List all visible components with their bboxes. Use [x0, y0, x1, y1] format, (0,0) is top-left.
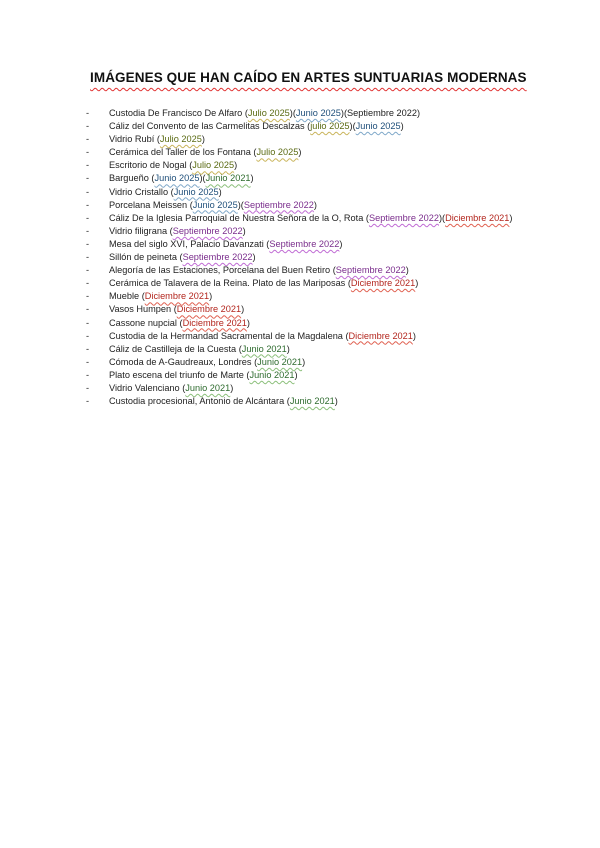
list-item: - Cáliz de Castilleja de la Cuesta (Junio 2021) [86, 343, 536, 356]
item-name: Vidrio Rubí [109, 134, 155, 145]
list-bullet: - [86, 238, 90, 249]
date-tag: Diciembre 2021 [445, 212, 510, 223]
list-item: - Escritorio de Nogal (Julio 2025) [86, 159, 536, 172]
item-name: Cerámica de Talavera de la Reina. Plato de las Mariposas [109, 278, 346, 289]
list-bullet: - [86, 186, 90, 197]
list-item: - Cassone nupcial (Diciembre 2021) [86, 317, 536, 330]
date-tag: Septiembre 2022 [347, 108, 417, 118]
item-name: Cerámica del Taller de los Fontana [109, 147, 251, 158]
item-name: Custodia de la Hermandad Sacramental de la Magdalena [109, 330, 343, 341]
item-name: Escritorio de Nogal [109, 160, 187, 171]
date-tag: Julio 2025 [247, 108, 290, 118]
date-tag: Diciembre 2021 [182, 317, 247, 328]
list-item: - Vasos Humpen (Diciembre 2021) [86, 303, 536, 316]
date-tag: Diciembre 2021 [350, 278, 416, 289]
list-item: - Mesa del siglo XVI, Palacio Davanzati (Septiembre 2022) [86, 238, 536, 251]
item-name: Custodia procesional, Antonio de Alcántara [109, 396, 285, 407]
date-tag: Diciembre 2021 [348, 330, 413, 341]
item-name: Mueble [109, 291, 140, 302]
list-bullet: - [86, 173, 90, 184]
list-bullet: - [86, 291, 90, 302]
list-item: - Vidrio Valenciano (Junio 2021) [86, 382, 536, 395]
date-tag: julio 2025 [310, 121, 350, 132]
list-item: - Custodia procesional, Antonio de Alcántara (Junio 2021) [86, 395, 536, 408]
list-bullet: - [86, 317, 90, 328]
list-item: - Vidrio Cristallo (Junio 2025) [86, 186, 536, 199]
date-tag: Julio 2025 [192, 160, 235, 171]
list-item: - Alegoría de las Estaciones, Porcelana del Buen Retiro (Septiembre 2022) [86, 264, 536, 277]
list-bullet: - [86, 147, 90, 158]
item-name: Cómoda de A-Gaudreaux, Londres [109, 356, 252, 367]
list-bullet: - [86, 382, 90, 393]
list-item: - Plato escena del triunfo de Marte (Junio 2021) [86, 369, 536, 382]
list-bullet: - [86, 212, 90, 223]
item-name: Porcelana Meissen [109, 199, 188, 210]
item-name: Cáliz de Castilleja de la Cuesta [109, 343, 237, 354]
list-item: - Cáliz De la Iglesia Parroquial de Nuestra Señora de la O, Rota (Septiembre 2022)(Diciembre 2021) [86, 212, 536, 225]
list-item: - Cáliz del Convento de las Carmelitas Descalzas (julio 2025)(Junio 2025) [86, 120, 536, 133]
page-title-text: IMÁGENES QUE HAN CAÍDO EN ARTES SUNTUARIAS MODERNAS [90, 70, 527, 85]
list-item: - Custodia de la Hermandad Sacramental de la Magdalena (Diciembre 2021) [86, 330, 536, 343]
date-tag: Septiembre 2022 [269, 238, 340, 249]
list-bullet: - [86, 278, 90, 289]
date-tag: Junio 2021 [257, 356, 303, 367]
list-item: - Vidrio Rubí (Julio 2025) [86, 133, 536, 146]
date-tag: Septiembre 2022 [172, 225, 243, 236]
page-title [90, 70, 530, 85]
list-bullet: - [86, 396, 90, 407]
list-item: - Custodia De Francisco De Alfaro (Julio 2025)(Junio 2025)(Septiembre 2022) [86, 107, 536, 120]
list-item: - Vidrio filigrana (Septiembre 2022) [86, 225, 536, 238]
list-bullet: - [86, 134, 90, 145]
item-name: Custodia De Francisco De Alfaro [109, 108, 243, 118]
date-tag: Junio 2025 [192, 199, 238, 210]
list-bullet: - [86, 252, 90, 263]
date-tag: Julio 2025 [159, 134, 202, 145]
list-item: - Mueble (Diciembre 2021) [86, 290, 536, 303]
date-tag: Diciembre 2021 [176, 304, 242, 315]
item-name: Mesa del siglo XVI, Palacio Davanzati [109, 238, 264, 249]
artwork-list [86, 107, 536, 408]
list-item: - Cómoda de A-Gaudreaux, Londres (Junio 2021) [86, 356, 536, 369]
list-bullet: - [86, 225, 90, 236]
date-tag: Junio 2025 [154, 173, 200, 184]
list-bullet: - [86, 265, 90, 276]
date-tag: Julio 2025 [256, 147, 299, 158]
list-item: - Cerámica del Taller de los Fontana (Julio 2025) [86, 146, 536, 159]
list-item: - Porcelana Meissen (Junio 2025)(Septiembre 2022) [86, 199, 536, 212]
item-name: Cassone nupcial [109, 317, 177, 328]
item-name: Vidrio Valenciano [109, 382, 180, 393]
item-name: Bargueño [109, 173, 149, 184]
date-tag: Junio 2025 [295, 108, 341, 118]
date-tag: Junio 2025 [173, 186, 219, 197]
item-name: Plato escena del triunfo de Marte [109, 369, 244, 380]
list-item: - Sillón de peineta (Septiembre 2022) [86, 251, 536, 264]
date-tag: Junio 2021 [289, 396, 335, 407]
date-tag: Septiembre 2022 [243, 199, 314, 210]
list-bullet: - [86, 108, 90, 118]
item-name: Cáliz De la Iglesia Parroquial de Nuestra Señora de la O, Rota [109, 212, 364, 223]
item-name: Alegoría de las Estaciones, Porcelana del Buen Retiro [109, 265, 331, 276]
list-bullet: - [86, 356, 90, 367]
date-tag: Junio 2021 [249, 369, 295, 380]
date-tag: Junio 2021 [205, 173, 251, 184]
item-name: Vasos Humpen [109, 304, 172, 315]
list-bullet: - [86, 304, 90, 315]
item-name: Vidrio Cristallo [109, 186, 169, 197]
list-bullet: - [86, 369, 90, 380]
list-bullet: - [86, 121, 90, 132]
item-name: Cáliz del Convento de las Carmelitas Descalzas [109, 121, 305, 132]
list-item: - Bargueño (Junio 2025)(Junio 2021) [86, 172, 536, 185]
date-tag: Septiembre 2022 [368, 212, 439, 223]
list-bullet: - [86, 330, 90, 341]
date-tag: Junio 2021 [185, 382, 231, 393]
list-item: - Cerámica de Talavera de la Reina. Plato de las Mariposas (Diciembre 2021) [86, 277, 536, 290]
date-tag: Junio 2025 [355, 121, 401, 132]
item-name: Vidrio filigrana [109, 225, 168, 236]
list-bullet: - [86, 343, 90, 354]
list-bullet: - [86, 199, 90, 210]
list-bullet: - [86, 160, 90, 171]
date-tag: Diciembre 2021 [144, 291, 210, 302]
date-tag: Junio 2021 [241, 343, 287, 354]
date-tag: Septiembre 2022 [182, 252, 253, 263]
item-name: Sillón de peineta [109, 252, 177, 263]
date-tag: Septiembre 2022 [335, 265, 406, 276]
